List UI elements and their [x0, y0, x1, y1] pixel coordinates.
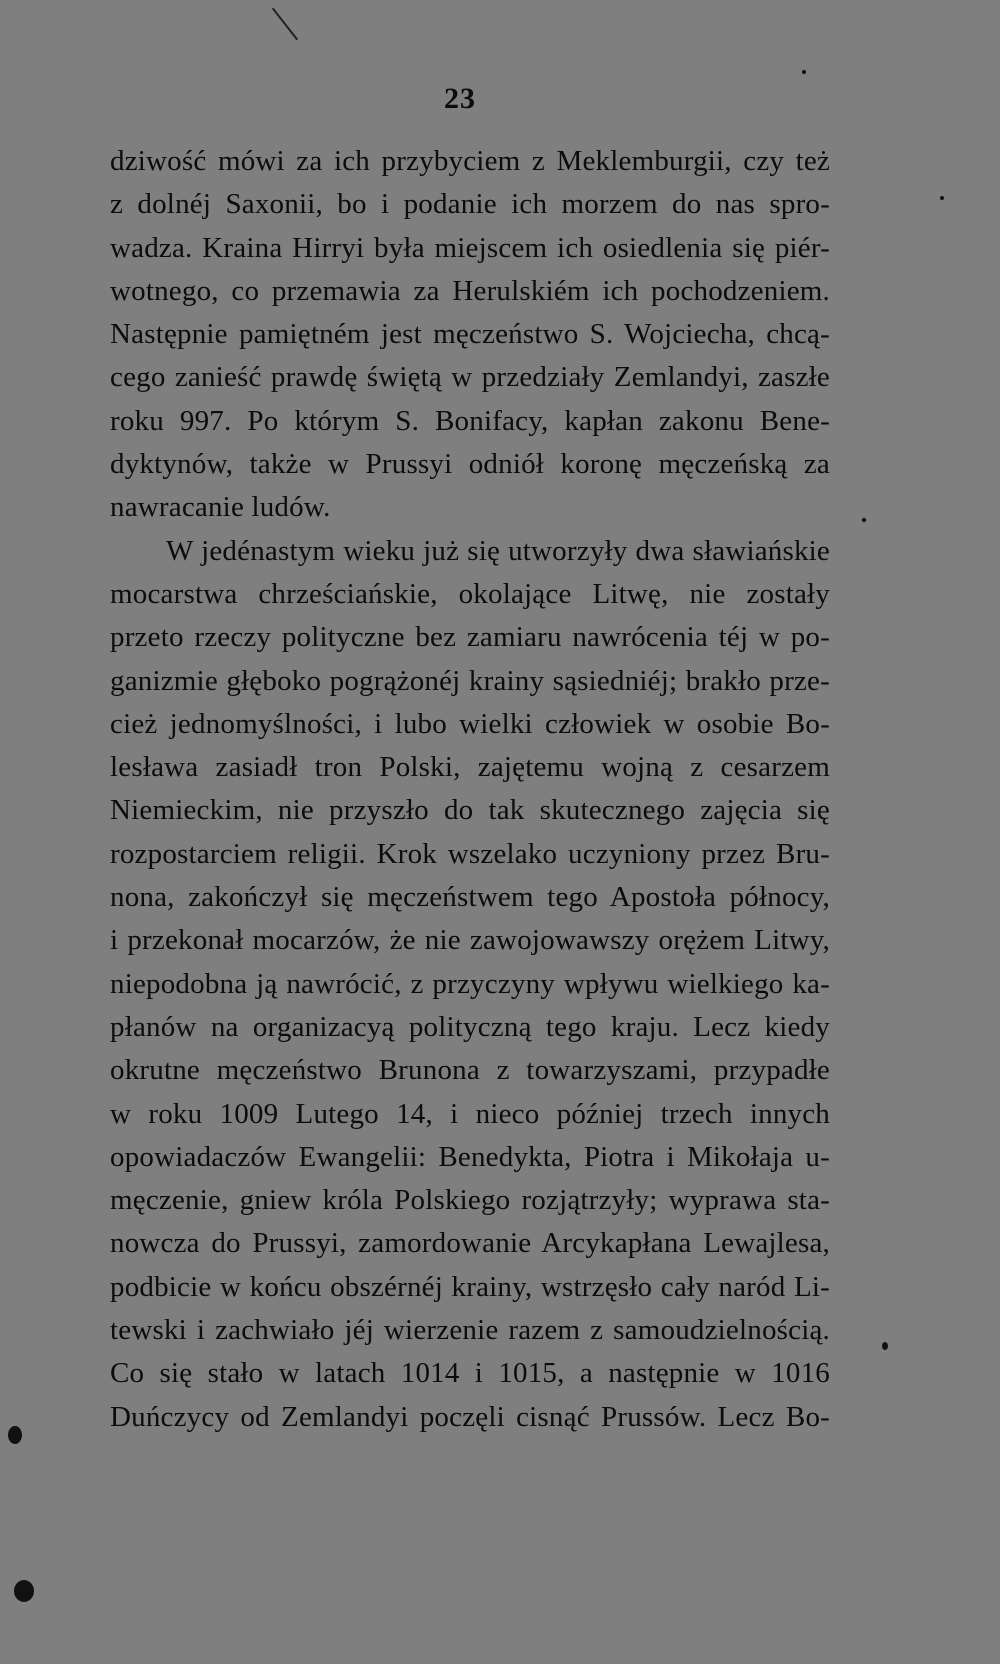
text-line: ganizmie głęboko pogrążonéj krainy sąsiedniéj; brakło prze-	[110, 664, 830, 697]
text-line: z dolnéj Saxonii, bo i podanie ich morzem do nas spro-	[110, 188, 830, 221]
text-line: Duńczycy od Zemlandyi poczęli cisnąć Prussów. Lecz Bo-	[110, 1400, 830, 1433]
text-line: rozpostarciem religii. Krok wszelako uczyniony przez Bru-	[110, 837, 830, 870]
scan-speck	[8, 1426, 22, 1444]
text-line: dziwość mówi za ich przybyciem z Meklemburgii, czy też	[110, 145, 830, 177]
scan-speck	[882, 1342, 888, 1350]
text-line: W jedénastym wieku już się utworzyły dwa sławiańskie	[166, 534, 830, 567]
text-line: cego zanieść prawdę świętą w przedziały Zemlandyi, zaszłe	[110, 361, 830, 394]
text-line: Niemieckim, nie przyszło do tak skutecznego zajęcia się	[110, 794, 830, 827]
text-line: i przekonał mocarzów, że nie zawojowawszy orężem Litwy,	[110, 924, 830, 957]
text-line: wotnego, co przemawia za Herulskiém ich pochodzeniem.	[110, 274, 830, 307]
text-line: niepodobna ją nawrócić, z przyczyny wpływu wielkiego ka-	[110, 967, 830, 1000]
text-line: lesława zasiadł tron Polski, zajętemu wojną z cesarzem	[110, 751, 830, 784]
page-number: 23	[444, 82, 476, 115]
text-line: nawracanie ludów.	[110, 491, 331, 524]
text-line: nona, zakończył się męczeństwem tego Apostoła północy,	[110, 881, 830, 914]
text-line: opowiadaczów Ewangelii: Benedykta, Piotra i Mikołaja u-	[110, 1140, 830, 1173]
text-line: płanów na organizacyą polityczną tego kraju. Lecz kiedy	[110, 1010, 830, 1043]
text-line: dyktynów, także w Prussyi odniół koronę męczeńską za	[110, 448, 830, 481]
text-line: podbicie w końcu obszérnéj krainy, wstrzęsło cały naród Li-	[110, 1270, 830, 1303]
text-line: roku 997. Po którym S. Bonifacy, kapłan zakonu Bene-	[110, 404, 830, 437]
text-line: Co się stało w latach 1014 i 1015, a następnie w 1016	[110, 1357, 830, 1390]
scan-speck	[802, 70, 806, 74]
text-line: wadza. Kraina Hirryi była miejscem ich osiedlenia się piér-	[110, 231, 830, 264]
text-line: okrutne męczeństwo Brunona z towarzyszami, przypadłe	[110, 1054, 830, 1087]
text-line: w roku 1009 Lutego 14, i nieco później trzech innych	[110, 1097, 830, 1130]
text-line: cież jednomyślności, i lubo wielki człowiek w osobie Bo-	[110, 707, 830, 740]
scan-speck	[14, 1580, 34, 1602]
text-line: nowcza do Prussyi, zamordowanie Arcykapłana Lewajlesa,	[110, 1227, 830, 1260]
scan-scratch	[272, 8, 298, 41]
scan-speck	[862, 518, 866, 522]
text-line: męczenie, gniew króla Polskiego rozjątrzyły; wyprawa sta-	[110, 1184, 830, 1217]
body-text	[110, 140, 830, 1439]
text-line: mocarstwa chrześciańskie, okolające Litwę, nie zostały	[110, 577, 830, 610]
text-line: tewski i zachwiało jéj wierzenie razem z samoudzielnością.	[110, 1314, 830, 1347]
scan-speck	[940, 196, 944, 200]
text-line: przeto rzeczy polityczne bez zamiaru nawrócenia téj w po-	[110, 621, 830, 654]
text-line: Następnie pamiętném jest męczeństwo S. Wojciecha, chcą-	[110, 318, 830, 351]
